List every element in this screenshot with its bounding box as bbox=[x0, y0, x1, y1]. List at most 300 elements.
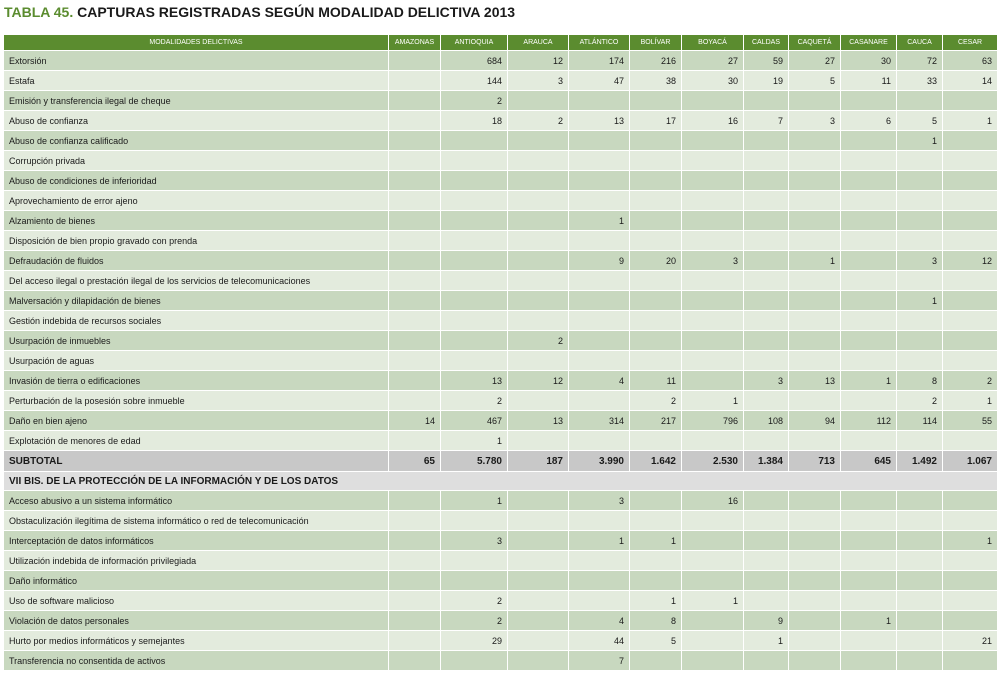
table-cell bbox=[389, 111, 441, 131]
table-cell bbox=[841, 151, 897, 171]
table-cell bbox=[789, 271, 841, 291]
table-cell bbox=[389, 551, 441, 571]
table-row bbox=[4, 631, 998, 651]
table-cell bbox=[441, 191, 508, 211]
table-cell bbox=[630, 651, 682, 671]
table-cell bbox=[441, 331, 508, 351]
table-cell: 216 bbox=[630, 51, 682, 71]
table-cell bbox=[682, 571, 744, 591]
table-cell bbox=[841, 331, 897, 351]
table-cell bbox=[508, 351, 569, 371]
table-row bbox=[4, 411, 998, 431]
subtotal-row bbox=[4, 451, 998, 472]
table-cell bbox=[897, 171, 943, 191]
row-label: Defraudación de fluidos bbox=[4, 251, 389, 271]
table-cell bbox=[682, 131, 744, 151]
table-cell: 12 bbox=[508, 371, 569, 391]
table-cell bbox=[389, 191, 441, 211]
table-cell bbox=[569, 231, 630, 251]
table-cell bbox=[943, 651, 998, 671]
table-cell: 1 bbox=[897, 291, 943, 311]
table-cell bbox=[841, 431, 897, 451]
table-cell bbox=[789, 591, 841, 611]
table-cell bbox=[630, 151, 682, 171]
table-cell bbox=[897, 211, 943, 231]
table-cell bbox=[508, 311, 569, 331]
table-cell: 2 bbox=[508, 111, 569, 131]
table-row bbox=[4, 371, 998, 391]
table-cell bbox=[569, 511, 630, 531]
column-header-modalidades: MODALIDADES DELICTIVAS bbox=[4, 35, 389, 51]
table-cell: 645 bbox=[841, 451, 897, 472]
row-label: Usurpación de aguas bbox=[4, 351, 389, 371]
column-header-4: ATLÁNTICO bbox=[569, 35, 630, 51]
table-cell bbox=[389, 511, 441, 531]
table-cell bbox=[508, 551, 569, 571]
table-cell bbox=[508, 91, 569, 111]
table-cell bbox=[441, 291, 508, 311]
column-header-9: CASANARE bbox=[841, 35, 897, 51]
table-cell bbox=[943, 91, 998, 111]
table-cell: 13 bbox=[789, 371, 841, 391]
table-cell bbox=[841, 571, 897, 591]
table-cell bbox=[682, 651, 744, 671]
table-cell bbox=[389, 271, 441, 291]
table-cell bbox=[389, 71, 441, 91]
table-cell bbox=[630, 231, 682, 251]
table-cell: 1 bbox=[630, 531, 682, 551]
table-cell bbox=[897, 571, 943, 591]
table-row bbox=[4, 571, 998, 591]
table-row bbox=[4, 211, 998, 231]
table-cell bbox=[897, 151, 943, 171]
table-cell: 3 bbox=[569, 491, 630, 511]
table-cell bbox=[682, 291, 744, 311]
table-cell bbox=[897, 651, 943, 671]
table-cell bbox=[744, 331, 789, 351]
table-cell bbox=[630, 91, 682, 111]
table-cell: 2 bbox=[943, 371, 998, 391]
table-cell bbox=[682, 371, 744, 391]
table-row bbox=[4, 591, 998, 611]
table-cell bbox=[943, 131, 998, 151]
column-header-11: CESAR bbox=[943, 35, 998, 51]
table-cell bbox=[789, 131, 841, 151]
table-cell bbox=[943, 351, 998, 371]
row-label: Violación de datos personales bbox=[4, 611, 389, 631]
table-cell bbox=[897, 191, 943, 211]
table-cell bbox=[630, 511, 682, 531]
table-cell bbox=[508, 231, 569, 251]
table-body bbox=[4, 51, 998, 671]
table-cell: 112 bbox=[841, 411, 897, 431]
table-row bbox=[4, 251, 998, 271]
row-label: Usurpación de inmuebles bbox=[4, 331, 389, 351]
table-cell: 7 bbox=[569, 651, 630, 671]
table-cell bbox=[789, 211, 841, 231]
table-cell bbox=[744, 511, 789, 531]
table-cell bbox=[897, 631, 943, 651]
table-cell bbox=[682, 151, 744, 171]
table-cell: 6 bbox=[841, 111, 897, 131]
table-cell bbox=[841, 251, 897, 271]
row-label: Corrupción privada bbox=[4, 151, 389, 171]
table-cell bbox=[841, 491, 897, 511]
table-cell: 144 bbox=[441, 71, 508, 91]
table-cell bbox=[943, 511, 998, 531]
table-cell bbox=[389, 91, 441, 111]
table-cell: 44 bbox=[569, 631, 630, 651]
row-label: Emisión y transferencia ilegal de cheque bbox=[4, 91, 389, 111]
table-cell bbox=[569, 331, 630, 351]
table-cell bbox=[389, 211, 441, 231]
table-cell bbox=[508, 571, 569, 591]
section-title: VII BIS. DE LA PROTECCIÓN DE LA INFORMACIÓN Y DE LOS DATOS bbox=[4, 472, 998, 491]
table-cell bbox=[441, 131, 508, 151]
table-cell bbox=[897, 311, 943, 331]
table-cell bbox=[508, 291, 569, 311]
table-cell bbox=[744, 491, 789, 511]
table-cell bbox=[943, 151, 998, 171]
table-cell bbox=[508, 651, 569, 671]
table-cell bbox=[508, 251, 569, 271]
table-cell bbox=[897, 531, 943, 551]
table-cell bbox=[682, 231, 744, 251]
table-cell bbox=[897, 611, 943, 631]
table-cell bbox=[841, 311, 897, 331]
table-cell bbox=[943, 271, 998, 291]
table-cell bbox=[897, 591, 943, 611]
table-cell bbox=[630, 351, 682, 371]
table-cell: 12 bbox=[508, 51, 569, 71]
row-label: Transferencia no consentida de activos bbox=[4, 651, 389, 671]
table-cell: 4 bbox=[569, 611, 630, 631]
table-cell bbox=[389, 491, 441, 511]
table-cell: 27 bbox=[789, 51, 841, 71]
table-cell bbox=[789, 91, 841, 111]
table-row bbox=[4, 231, 998, 251]
table-cell bbox=[682, 611, 744, 631]
table-cell bbox=[744, 91, 789, 111]
table-cell bbox=[389, 131, 441, 151]
table-cell bbox=[569, 271, 630, 291]
table-title bbox=[4, 2, 515, 22]
table-cell bbox=[508, 391, 569, 411]
table-cell bbox=[389, 331, 441, 351]
row-label: Interceptación de datos informáticos bbox=[4, 531, 389, 551]
table-cell: 11 bbox=[630, 371, 682, 391]
table-cell bbox=[389, 531, 441, 551]
table-cell bbox=[508, 211, 569, 231]
table-cell bbox=[943, 311, 998, 331]
table-cell: 9 bbox=[569, 251, 630, 271]
table-cell bbox=[744, 251, 789, 271]
table-cell bbox=[389, 651, 441, 671]
table-cell bbox=[841, 391, 897, 411]
table-row bbox=[4, 431, 998, 451]
table-cell: 1.067 bbox=[943, 451, 998, 472]
table-cell bbox=[682, 551, 744, 571]
table-cell bbox=[744, 351, 789, 371]
table-cell bbox=[789, 531, 841, 551]
table-cell bbox=[630, 431, 682, 451]
table-cell bbox=[744, 191, 789, 211]
column-header-3: ARAUCA bbox=[508, 35, 569, 51]
table-cell: 1 bbox=[897, 131, 943, 151]
table-cell: 11 bbox=[841, 71, 897, 91]
column-header-6: BOYACÁ bbox=[682, 35, 744, 51]
table-cell: 1 bbox=[943, 531, 998, 551]
table-cell bbox=[841, 551, 897, 571]
table-cell bbox=[841, 271, 897, 291]
table-cell bbox=[441, 551, 508, 571]
table-cell: 1 bbox=[682, 591, 744, 611]
table-cell bbox=[943, 611, 998, 631]
row-label: Daño informático bbox=[4, 571, 389, 591]
row-label: Disposición de bien propio gravado con prenda bbox=[4, 231, 389, 251]
table-cell bbox=[569, 311, 630, 331]
table-cell bbox=[841, 591, 897, 611]
column-header-2: ANTIOQUIA bbox=[441, 35, 508, 51]
table-cell bbox=[389, 371, 441, 391]
row-label: Hurto por medios informáticos y semejantes bbox=[4, 631, 389, 651]
table-cell bbox=[789, 171, 841, 191]
table-cell bbox=[841, 351, 897, 371]
table-cell bbox=[569, 431, 630, 451]
table-cell: 38 bbox=[630, 71, 682, 91]
table-cell: 18 bbox=[441, 111, 508, 131]
table-cell bbox=[744, 171, 789, 191]
table-cell: 55 bbox=[943, 411, 998, 431]
column-header-1: AMAZONAS bbox=[389, 35, 441, 51]
table-cell bbox=[682, 431, 744, 451]
table-cell bbox=[389, 51, 441, 71]
table-cell: 1.492 bbox=[897, 451, 943, 472]
table-cell bbox=[508, 171, 569, 191]
table-cell: 3 bbox=[508, 71, 569, 91]
table-cell: 3 bbox=[441, 531, 508, 551]
table-cell: 1 bbox=[943, 111, 998, 131]
table-row bbox=[4, 531, 998, 551]
table-cell bbox=[569, 591, 630, 611]
table-cell bbox=[789, 191, 841, 211]
table-cell: 59 bbox=[744, 51, 789, 71]
table-cell bbox=[630, 291, 682, 311]
table-cell: 3 bbox=[789, 111, 841, 131]
table-cell: 14 bbox=[943, 71, 998, 91]
table-cell: 2 bbox=[441, 611, 508, 631]
table-row bbox=[4, 651, 998, 671]
table-cell bbox=[441, 311, 508, 331]
table-cell bbox=[682, 531, 744, 551]
table-cell: 20 bbox=[630, 251, 682, 271]
table-cell bbox=[943, 191, 998, 211]
table-cell: 8 bbox=[630, 611, 682, 631]
table-cell bbox=[943, 571, 998, 591]
table-row bbox=[4, 271, 998, 291]
row-label: Utilización indebida de información privilegiada bbox=[4, 551, 389, 571]
section-row bbox=[4, 472, 998, 491]
table-cell: 7 bbox=[744, 111, 789, 131]
table-cell bbox=[744, 291, 789, 311]
table-cell: 21 bbox=[943, 631, 998, 651]
table-cell bbox=[897, 511, 943, 531]
row-label: Extorsión bbox=[4, 51, 389, 71]
table-cell bbox=[389, 151, 441, 171]
table-cell bbox=[389, 171, 441, 191]
table-cell bbox=[569, 291, 630, 311]
table-cell bbox=[789, 571, 841, 591]
table-cell bbox=[682, 211, 744, 231]
table-cell bbox=[630, 131, 682, 151]
table-cell bbox=[744, 551, 789, 571]
table-cell bbox=[789, 151, 841, 171]
table-cell bbox=[897, 551, 943, 571]
table-row bbox=[4, 151, 998, 171]
row-label: Abuso de confianza calificado bbox=[4, 131, 389, 151]
table-cell bbox=[789, 291, 841, 311]
row-label: Acceso abusivo a un sistema informático bbox=[4, 491, 389, 511]
table-cell bbox=[943, 211, 998, 231]
table-row bbox=[4, 331, 998, 351]
table-cell: 2 bbox=[441, 91, 508, 111]
table-cell: 796 bbox=[682, 411, 744, 431]
table-cell: 2.530 bbox=[682, 451, 744, 472]
table-cell: 1 bbox=[441, 431, 508, 451]
table-cell bbox=[508, 151, 569, 171]
table-cell bbox=[897, 231, 943, 251]
table-cell bbox=[569, 171, 630, 191]
table-cell bbox=[943, 291, 998, 311]
table-cell bbox=[508, 191, 569, 211]
row-label: Daño en bien ajeno bbox=[4, 411, 389, 431]
table-cell bbox=[389, 611, 441, 631]
table-cell: 174 bbox=[569, 51, 630, 71]
table-cell bbox=[508, 591, 569, 611]
table-cell bbox=[569, 131, 630, 151]
table-cell bbox=[744, 651, 789, 671]
table-cell bbox=[441, 511, 508, 531]
table-cell bbox=[789, 511, 841, 531]
table-cell bbox=[897, 271, 943, 291]
table-cell: 713 bbox=[789, 451, 841, 472]
table-cell: 1 bbox=[569, 531, 630, 551]
table-row bbox=[4, 491, 998, 511]
table-cell bbox=[682, 351, 744, 371]
table-row bbox=[4, 51, 998, 71]
table-cell: 9 bbox=[744, 611, 789, 631]
table-cell: 2 bbox=[441, 391, 508, 411]
table-row bbox=[4, 311, 998, 331]
table-cell bbox=[441, 651, 508, 671]
table-cell bbox=[789, 231, 841, 251]
table-cell: 3.990 bbox=[569, 451, 630, 472]
table-cell bbox=[569, 91, 630, 111]
table-cell bbox=[943, 491, 998, 511]
table-cell bbox=[841, 211, 897, 231]
table-cell bbox=[943, 591, 998, 611]
table-cell bbox=[682, 311, 744, 331]
table-cell: 5.780 bbox=[441, 451, 508, 472]
row-label: Uso de software malicioso bbox=[4, 591, 389, 611]
table-cell bbox=[441, 351, 508, 371]
table-cell bbox=[441, 251, 508, 271]
column-header-7: CALDAS bbox=[744, 35, 789, 51]
table-cell bbox=[943, 331, 998, 351]
table-cell: 63 bbox=[943, 51, 998, 71]
table-cell bbox=[744, 271, 789, 291]
table-row bbox=[4, 551, 998, 571]
table-cell: 72 bbox=[897, 51, 943, 71]
table-cell: 12 bbox=[943, 251, 998, 271]
table-cell: 47 bbox=[569, 71, 630, 91]
row-label: SUBTOTAL bbox=[4, 451, 389, 472]
table-cell bbox=[630, 191, 682, 211]
table-cell bbox=[682, 91, 744, 111]
column-header-8: CAQUETÁ bbox=[789, 35, 841, 51]
table-cell bbox=[630, 171, 682, 191]
table-cell bbox=[841, 291, 897, 311]
table-cell bbox=[789, 431, 841, 451]
table-cell bbox=[744, 211, 789, 231]
table-row bbox=[4, 391, 998, 411]
table-cell bbox=[441, 211, 508, 231]
table-cell: 13 bbox=[508, 411, 569, 431]
table-cell bbox=[389, 231, 441, 251]
table-title-text: CAPTURAS REGISTRADAS SEGÚN MODALIDAD DELICTIVA 2013 bbox=[77, 4, 516, 20]
table-cell: 217 bbox=[630, 411, 682, 431]
table-cell: 1 bbox=[630, 591, 682, 611]
table-cell bbox=[508, 131, 569, 151]
table-cell bbox=[508, 511, 569, 531]
table-cell: 5 bbox=[630, 631, 682, 651]
table-cell bbox=[508, 271, 569, 291]
table-row bbox=[4, 351, 998, 371]
captures-table bbox=[3, 34, 998, 671]
table-cell: 2 bbox=[508, 331, 569, 351]
table-cell bbox=[569, 191, 630, 211]
table-cell: 2 bbox=[897, 391, 943, 411]
table-cell bbox=[508, 631, 569, 651]
table-cell: 4 bbox=[569, 371, 630, 391]
table-cell bbox=[441, 571, 508, 591]
column-header-5: BOLÍVAR bbox=[630, 35, 682, 51]
table-cell bbox=[389, 311, 441, 331]
table-cell bbox=[744, 131, 789, 151]
row-label: Gestión indebida de recursos sociales bbox=[4, 311, 389, 331]
table-cell bbox=[569, 551, 630, 571]
table-cell: 14 bbox=[389, 411, 441, 431]
row-label: Abuso de condiciones de inferioridad bbox=[4, 171, 389, 191]
table-cell: 1 bbox=[744, 631, 789, 651]
table-cell bbox=[841, 131, 897, 151]
table-cell: 94 bbox=[789, 411, 841, 431]
table-cell bbox=[744, 391, 789, 411]
table-cell bbox=[682, 631, 744, 651]
table-cell: 5 bbox=[789, 71, 841, 91]
table-cell bbox=[744, 431, 789, 451]
table-cell: 3 bbox=[744, 371, 789, 391]
row-label: Abuso de confianza bbox=[4, 111, 389, 131]
row-label: Aprovechamiento de error ajeno bbox=[4, 191, 389, 211]
table-cell: 1 bbox=[841, 611, 897, 631]
header-row bbox=[4, 35, 998, 51]
table-row bbox=[4, 91, 998, 111]
table-cell: 8 bbox=[897, 371, 943, 391]
table-cell: 29 bbox=[441, 631, 508, 651]
table-cell bbox=[744, 151, 789, 171]
table-cell bbox=[389, 251, 441, 271]
